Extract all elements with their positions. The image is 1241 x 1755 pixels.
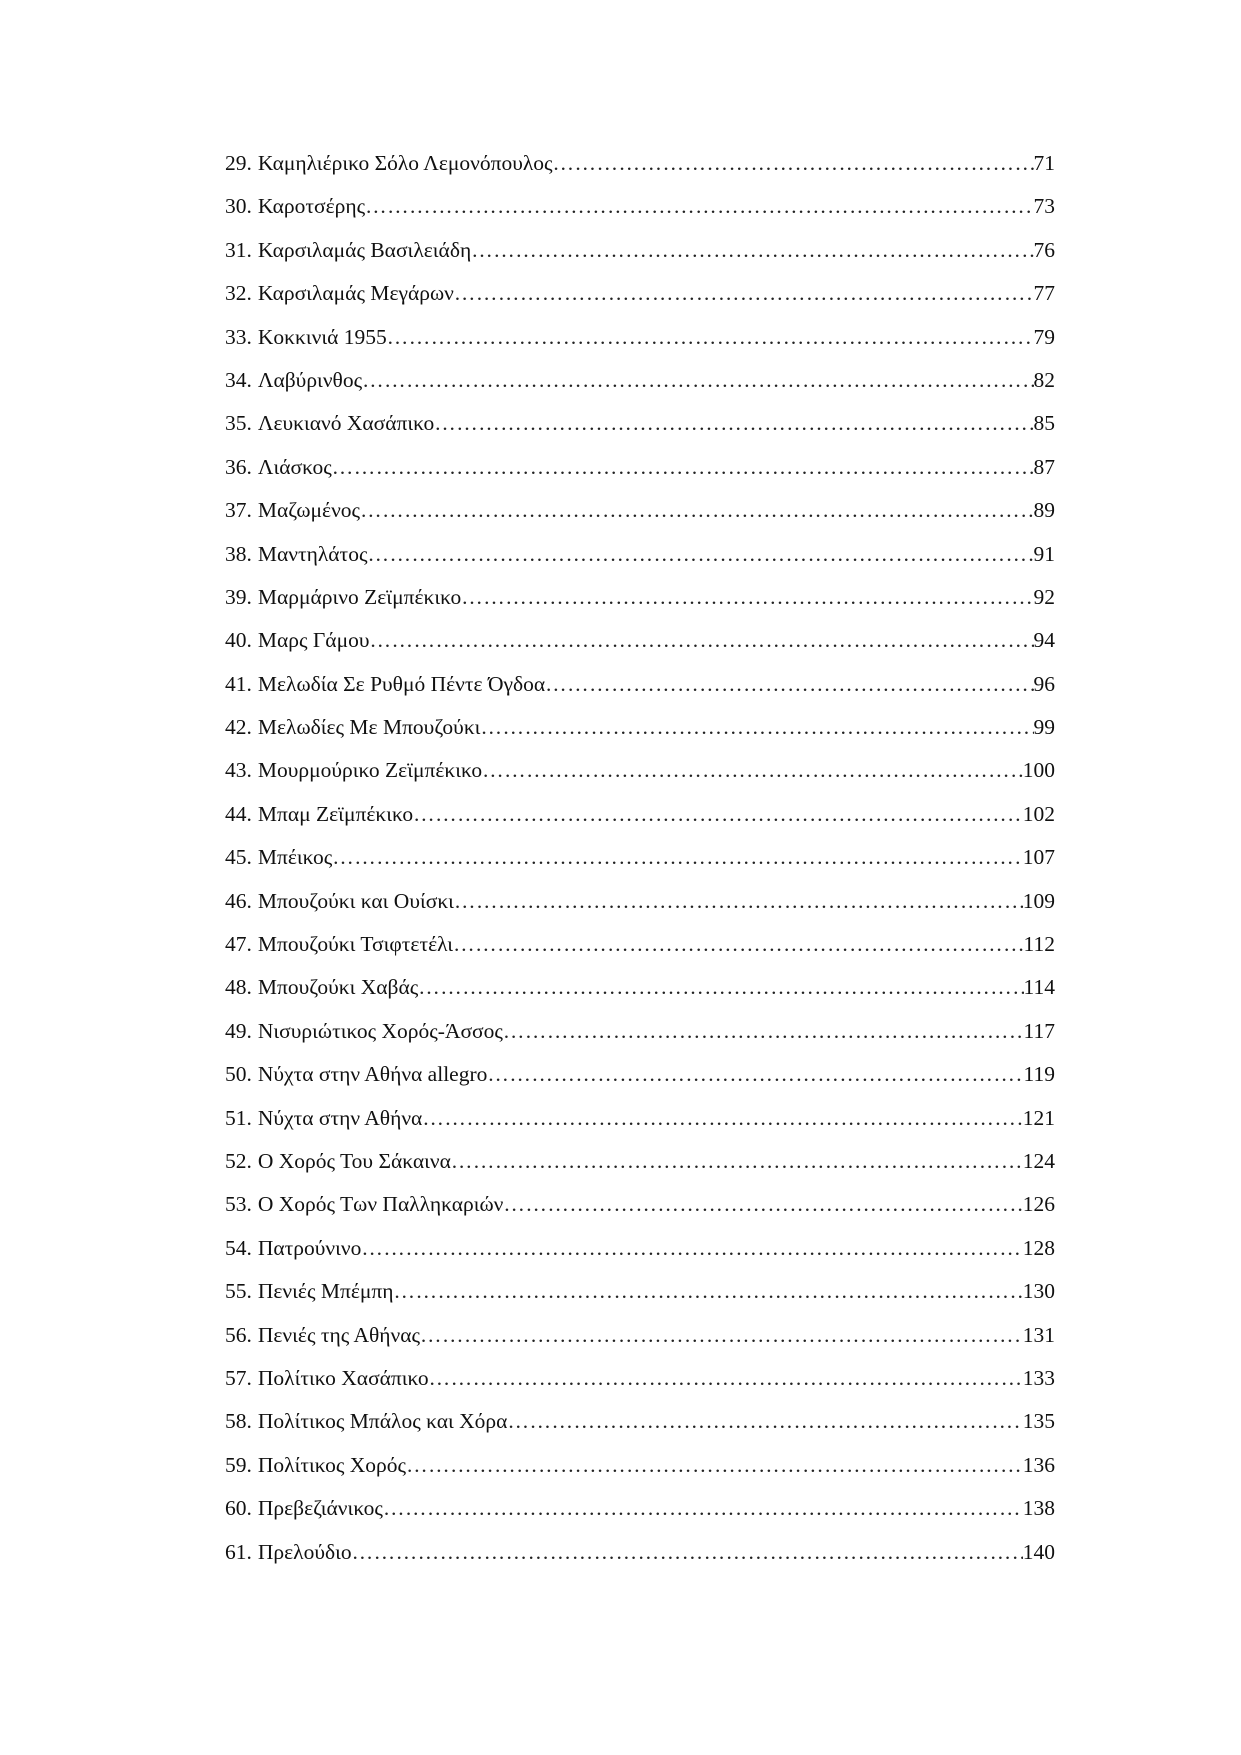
toc-entry-page-number: 91: [1033, 541, 1055, 566]
dot-leader: [471, 235, 1033, 265]
toc-entry-number: 32.: [225, 281, 252, 306]
dot-leader: [332, 842, 1022, 872]
toc-entry-number: 49.: [225, 1018, 252, 1043]
toc-entry: [225, 1016, 1055, 1059]
dot-leader: [487, 1059, 1023, 1089]
toc-entry: [225, 1103, 1055, 1146]
toc-entry-title: Νύχτα στην Αθήνα allegro: [257, 1062, 488, 1087]
toc-entry-number: 53.: [225, 1192, 252, 1217]
toc-entry-title: Καρσιλαμάς Βασιλειάδη: [257, 237, 472, 262]
toc-entry-page-number: 136: [1022, 1452, 1055, 1477]
dot-leader: [454, 886, 1023, 916]
toc-entry-title: Ο Χορός Του Σάκαινα: [257, 1148, 451, 1173]
toc-entry-number: 55.: [225, 1279, 252, 1304]
toc-entry: [225, 712, 1055, 755]
dot-leader: [451, 1146, 1023, 1176]
toc-entry: [225, 669, 1055, 712]
dot-leader: [418, 972, 1023, 1002]
toc-entry-title: Λευκιανό Χασάπικο: [257, 411, 435, 436]
toc-entry: [225, 235, 1055, 278]
toc-entry-number: 56.: [225, 1322, 252, 1347]
toc-entry-page-number: 124: [1022, 1148, 1055, 1173]
toc-entry-page-number: 94: [1033, 628, 1055, 653]
toc-entry: [225, 365, 1055, 408]
toc-entry-page-number: 140: [1022, 1539, 1055, 1564]
dot-leader: [367, 539, 1033, 569]
dot-leader: [370, 625, 1034, 655]
toc-entry-title: Μπέικος: [257, 845, 333, 870]
toc-entry-number: 33.: [225, 324, 252, 349]
toc-entry: [225, 539, 1055, 582]
toc-entry-number: 42.: [225, 715, 252, 740]
toc-entry-number: 43.: [225, 758, 252, 783]
toc-entry: [225, 755, 1055, 798]
dot-leader: [429, 1363, 1023, 1393]
toc-entry-title: Νύχτα στην Αθήνα: [257, 1105, 423, 1130]
toc-entry-title: Πρελούδιο: [257, 1539, 352, 1564]
dot-leader: [553, 148, 1034, 178]
table-of-contents: [225, 148, 1055, 1580]
toc-entry-title: Μπουζούκι Τσιφτετέλι: [257, 932, 454, 957]
toc-entry: [225, 1363, 1055, 1406]
toc-entry-page-number: 102: [1022, 801, 1055, 826]
toc-entry-page-number: 114: [1023, 975, 1055, 1000]
toc-entry: [225, 322, 1055, 365]
dot-leader: [420, 1320, 1023, 1350]
toc-entry-page-number: 133: [1022, 1365, 1055, 1390]
toc-entry-page-number: 130: [1022, 1279, 1055, 1304]
toc-entry-page-number: 73: [1033, 194, 1055, 219]
toc-entry-page-number: 87: [1033, 454, 1055, 479]
toc-entry-page-number: 100: [1022, 758, 1055, 783]
toc-entry: [225, 929, 1055, 972]
toc-entry-title: Ο Χορός Των Παλληκαριών: [257, 1192, 504, 1217]
toc-entry: [225, 1320, 1055, 1363]
dot-leader: [361, 1233, 1022, 1263]
toc-entry: [225, 1189, 1055, 1232]
toc-entry-page-number: 85: [1033, 411, 1055, 436]
toc-entry-title: Καρσιλαμάς Μεγάρων: [257, 281, 454, 306]
toc-entry-title: Πατρούνινο: [257, 1235, 362, 1260]
toc-entry-number: 48.: [225, 975, 252, 1000]
toc-entry-number: 39.: [225, 584, 252, 609]
toc-entry-page-number: 128: [1022, 1235, 1055, 1260]
toc-entry-page-number: 99: [1033, 715, 1055, 740]
toc-entry-number: 50.: [225, 1062, 252, 1087]
toc-entry: [225, 1276, 1055, 1319]
toc-entry-page-number: 82: [1033, 367, 1055, 392]
toc-entry-page-number: 107: [1022, 845, 1055, 870]
toc-entry-title: Λαβύρινθος: [257, 367, 363, 392]
toc-entry: [225, 408, 1055, 451]
toc-entry: [225, 148, 1055, 191]
dot-leader: [434, 408, 1033, 438]
toc-entry-title: Μαζωμένος: [257, 498, 361, 523]
toc-entry-number: 38.: [225, 541, 252, 566]
dot-leader: [503, 1189, 1022, 1219]
toc-entry-title: Μπουζούκι και Ουίσκι: [257, 888, 454, 913]
toc-entry-page-number: 119: [1023, 1062, 1055, 1087]
toc-entry-page-number: 112: [1023, 932, 1055, 957]
toc-entry-number: 51.: [225, 1105, 252, 1130]
toc-entry-page-number: 77: [1033, 281, 1055, 306]
toc-entry-number: 61.: [225, 1539, 252, 1564]
toc-entry: [225, 495, 1055, 538]
dot-leader: [362, 365, 1033, 395]
toc-entry-title: Καμηλιέρικο Σόλο Λεμονόπουλος: [257, 151, 553, 175]
toc-entry-page-number: 71: [1033, 151, 1055, 175]
toc-entry-title: Κοκκινιά 1955: [257, 324, 387, 349]
toc-entry: [225, 799, 1055, 842]
toc-entry-number: 36.: [225, 454, 252, 479]
toc-entry-page-number: 135: [1022, 1409, 1055, 1434]
toc-entry-title: Μαρς Γάμου: [257, 628, 370, 653]
dot-leader: [383, 1493, 1023, 1523]
toc-entry-page-number: 126: [1022, 1192, 1055, 1217]
toc-entry-number: 34.: [225, 367, 252, 392]
toc-entry: [225, 1406, 1055, 1449]
dot-leader: [332, 452, 1034, 482]
toc-entry: [225, 278, 1055, 321]
toc-entry: [225, 1146, 1055, 1189]
dot-leader: [393, 1276, 1022, 1306]
toc-entry-title: Μπαμ Ζεϊμπέκικο: [257, 801, 414, 826]
toc-entry-page-number: 117: [1023, 1018, 1055, 1043]
dot-leader: [453, 929, 1023, 959]
toc-entry-number: 40.: [225, 628, 252, 653]
toc-entry-page-number: 131: [1022, 1322, 1055, 1347]
toc-entry-number: 57.: [225, 1365, 252, 1390]
toc-entry-number: 47.: [225, 932, 252, 957]
toc-entry-title: Μελωδία Σε Ρυθμό Πέντε Όγδοα: [257, 671, 546, 696]
dot-leader: [422, 1103, 1022, 1133]
toc-entry-title: Μπουζούκι Χαβάς: [257, 975, 419, 1000]
toc-entry-number: 46.: [225, 888, 252, 913]
dot-leader: [413, 799, 1023, 829]
toc-entry-title: Πρεβεζιάνικος: [257, 1496, 383, 1521]
toc-entry-title: Νισυριώτικος Χορός-Άσσος: [257, 1018, 503, 1043]
toc-entry-page-number: 138: [1022, 1496, 1055, 1521]
toc-entry: [225, 1059, 1055, 1102]
toc-entry-number: 29.: [225, 151, 252, 175]
toc-entry-number: 30.: [225, 194, 252, 219]
toc-entry-title: Πολίτικο Χασάπικο: [257, 1365, 429, 1390]
dot-leader: [503, 1016, 1024, 1046]
toc-entry-number: 59.: [225, 1452, 252, 1477]
toc-entry: [225, 842, 1055, 885]
dot-leader: [482, 755, 1023, 785]
toc-entry-page-number: 89: [1033, 498, 1055, 523]
dot-leader: [507, 1406, 1022, 1436]
toc-entry-number: 58.: [225, 1409, 252, 1434]
toc-entry-number: 41.: [225, 671, 252, 696]
toc-entry-number: 54.: [225, 1235, 252, 1260]
toc-entry-title: Μαρμάρινο Ζεϊμπέκικο: [257, 584, 462, 609]
toc-entry-title: Καροτσέρης: [257, 194, 366, 219]
toc-entry-number: 60.: [225, 1496, 252, 1521]
toc-entry: [225, 1493, 1055, 1536]
toc-entry-page-number: 96: [1033, 671, 1055, 696]
dot-leader: [360, 495, 1033, 525]
toc-entry-page-number: 79: [1033, 324, 1055, 349]
toc-entry: [225, 1450, 1055, 1493]
toc-entry-number: 35.: [225, 411, 252, 436]
toc-entry: [225, 625, 1055, 668]
toc-entry-page-number: 92: [1033, 584, 1055, 609]
toc-entry-number: 45.: [225, 845, 252, 870]
toc-entry-number: 52.: [225, 1148, 252, 1173]
toc-entry-title: Λιάσκος: [257, 454, 332, 479]
toc-entry-page-number: 76: [1033, 237, 1055, 262]
toc-entry: [225, 1537, 1055, 1580]
dot-leader: [352, 1537, 1023, 1567]
toc-entry-title: Πενιές Μπέμπη: [257, 1279, 394, 1304]
toc-entry-title: Μουρμούρικο Ζεϊμπέκικο: [257, 758, 483, 783]
toc-entry-title: Πενιές της Αθήνας: [257, 1322, 421, 1347]
toc-entry: [225, 972, 1055, 1015]
toc-entry-page-number: 121: [1022, 1105, 1055, 1130]
toc-entry-number: 37.: [225, 498, 252, 523]
dot-leader: [461, 582, 1033, 612]
dot-leader: [365, 191, 1033, 221]
toc-entry-number: 44.: [225, 801, 252, 826]
toc-entry: [225, 1233, 1055, 1276]
toc-entry-page-number: 109: [1022, 888, 1055, 913]
dot-leader: [545, 669, 1033, 699]
toc-entry: [225, 886, 1055, 929]
toc-entry-title: Μαντηλάτος: [257, 541, 368, 566]
dot-leader: [387, 322, 1034, 352]
toc-entry-title: Πολίτικος Χορός: [257, 1452, 407, 1477]
dot-leader: [454, 278, 1034, 308]
toc-entry: [225, 582, 1055, 625]
toc-entry-title: Πολίτικος Μπάλος και Χόρα: [257, 1409, 508, 1434]
toc-entry: [225, 191, 1055, 234]
dot-leader: [480, 712, 1033, 742]
toc-entry-title: Μελωδίες Με Μπουζούκι: [257, 715, 481, 740]
toc-entry: [225, 452, 1055, 495]
toc-entry-number: 31.: [225, 237, 252, 262]
dot-leader: [406, 1450, 1023, 1480]
